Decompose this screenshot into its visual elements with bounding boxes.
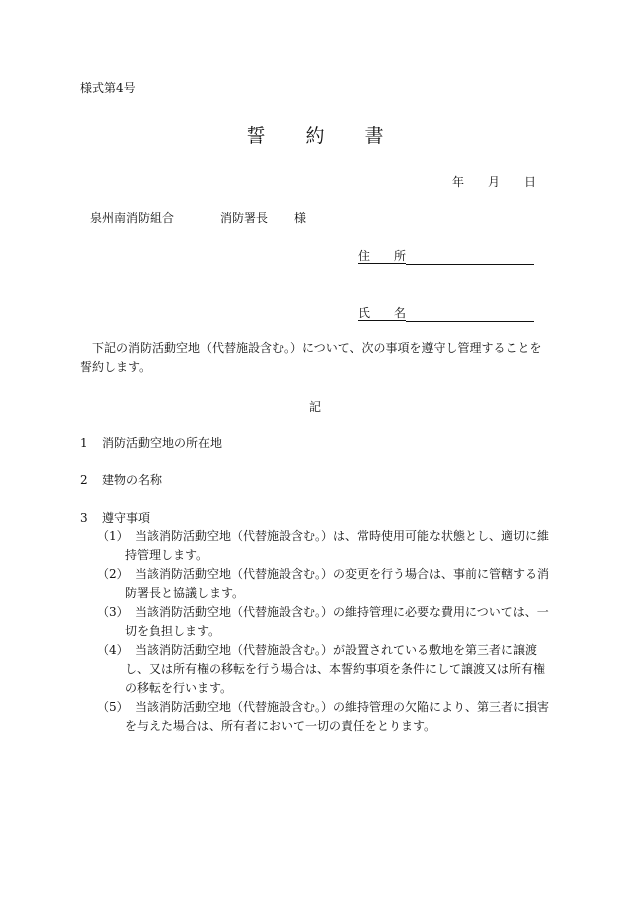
section-3-text: 遵守事項: [102, 511, 151, 525]
section-1-text: 消防活動空地の所在地: [102, 436, 223, 450]
list-item: [97, 641, 552, 698]
item-number: （1）: [97, 529, 129, 543]
compliance-items: [97, 527, 552, 736]
list-item: [97, 527, 552, 565]
item-text: 当該消防活動空地（代替施設含む。）の維持管理の欠陥により、第三者に損害を与えた場合は、所有者において一切の責任をとります。: [125, 700, 550, 733]
name-label: 氏 名: [358, 306, 407, 320]
section-1-number: 1: [80, 436, 88, 450]
name-field: [358, 304, 534, 323]
section-2-number: 2: [80, 473, 88, 487]
date-line: [452, 173, 536, 192]
item-number: （5）: [97, 700, 129, 714]
address-field: [358, 247, 534, 266]
addressee-org: 泉州南消防組合: [90, 211, 175, 225]
section-2-text: 建物の名称: [102, 473, 163, 487]
addressee-title: 消防署長: [220, 211, 269, 225]
date-year: 年: [452, 175, 465, 189]
date-day: 日: [524, 175, 537, 189]
list-item: [97, 603, 552, 641]
item-text: 当該消防活動空地（代替施設含む。）の維持管理に必要な費用については、一切を負担します。: [125, 605, 549, 638]
addressee-honorific: 様: [294, 211, 307, 225]
item-number: （4）: [97, 643, 129, 657]
title-char-3: 書: [364, 125, 384, 147]
date-month: 月: [488, 175, 501, 189]
item-text: 当該消防活動空地（代替施設含む。）は、常時使用可能な状態とし、適切に維持管理します。: [125, 529, 550, 562]
item-text: 当該消防活動空地（代替施設含む。）の変更を行う場合は、事前に管轄する消防署長と協議します。: [125, 567, 550, 600]
addressee: [90, 209, 306, 228]
item-number: （3）: [97, 605, 129, 619]
address-input-line[interactable]: [406, 247, 534, 265]
list-item: [97, 698, 552, 736]
section-3: [80, 509, 150, 528]
title-char-1: 誓: [246, 125, 266, 147]
address-label: 住 所: [358, 249, 407, 263]
item-text: 当該消防活動空地（代替施設含む。）が設置されている敷地を第三者に譲渡し、又は所有権の移転を行う場合は、本誓約事項を条件にして譲渡又は所有権の移転を行います。: [125, 643, 546, 695]
document-title: [0, 124, 630, 148]
name-input-line[interactable]: [406, 304, 534, 322]
ki-heading: 記: [308, 400, 321, 414]
section-3-number: 3: [80, 511, 88, 525]
list-item: [97, 565, 552, 603]
item-number: （2）: [97, 567, 129, 581]
title-char-2: 約: [305, 125, 325, 147]
section-2: [80, 471, 162, 490]
section-1: [80, 434, 222, 453]
form-number: 様式第4号: [80, 81, 136, 95]
intro-paragraph: 下記の消防活動空地（代替施設含む。）について、次の事項を遵守し管理することを誓約します。: [80, 341, 542, 374]
